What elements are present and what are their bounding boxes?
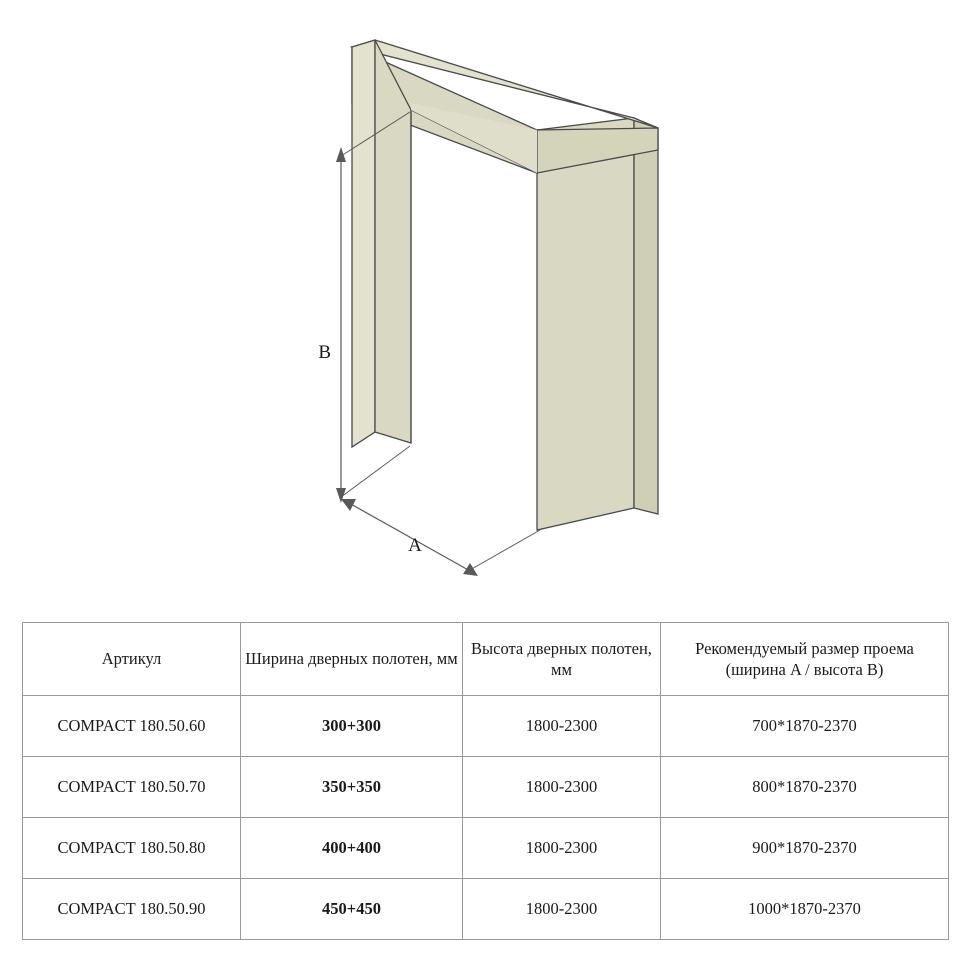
table-row	[23, 879, 949, 940]
cell-leaf-width: 350+350	[241, 757, 463, 818]
table-row	[23, 696, 949, 757]
table-header-row	[23, 623, 949, 696]
left-jamb-outer	[375, 40, 411, 443]
cell-article: COMPACT 180.50.60	[23, 696, 241, 757]
cell-article: COMPACT 180.50.70	[23, 757, 241, 818]
cell-opening: 900*1870-2370	[661, 818, 949, 879]
specification-table	[22, 622, 949, 940]
dim-a-leader-right	[470, 530, 540, 570]
dim-b-leader-bottom	[341, 446, 410, 497]
table-row	[23, 818, 949, 879]
header-article: Артикул	[23, 623, 241, 696]
table-row	[23, 757, 949, 818]
specification-table-container	[22, 622, 948, 940]
cell-opening: 800*1870-2370	[661, 757, 949, 818]
right-jamb-face	[537, 118, 634, 530]
header-opening-size: Рекомендуемый размер проема (ширина A / высота B)	[661, 623, 949, 696]
cell-article: COMPACT 180.50.90	[23, 879, 241, 940]
cell-leaf-height: 1800-2300	[463, 818, 661, 879]
cell-leaf-height: 1800-2300	[463, 696, 661, 757]
cell-article: COMPACT 180.50.80	[23, 818, 241, 879]
cell-opening: 700*1870-2370	[661, 696, 949, 757]
header-leaf-width: Ширина дверных полотен, мм	[241, 623, 463, 696]
left-jamb-body	[352, 40, 375, 447]
cell-opening: 1000*1870-2370	[661, 879, 949, 940]
cell-leaf-width: 400+400	[241, 818, 463, 879]
dim-b-arrow-top	[336, 147, 346, 162]
dim-b-label: B	[318, 342, 331, 363]
right-jamb-side	[634, 118, 658, 514]
cell-leaf-height: 1800-2300	[463, 879, 661, 940]
cell-leaf-width: 450+450	[241, 879, 463, 940]
header-leaf-height: Высота дверных полотен, мм	[463, 623, 661, 696]
cell-leaf-height: 1800-2300	[463, 757, 661, 818]
dim-a-label: A	[408, 535, 422, 556]
cell-leaf-width: 300+300	[241, 696, 463, 757]
